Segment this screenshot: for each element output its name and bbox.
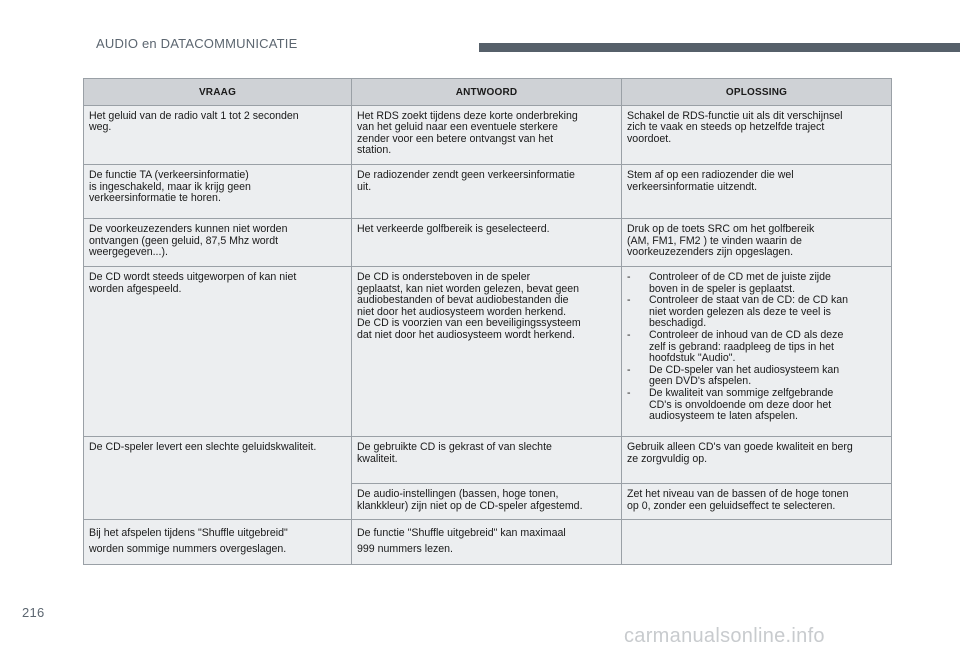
watermark: carmanualsonline.info [624,625,825,647]
answer-text: De gebruikte CD is gekrast of van slechte kwaliteit. [357,440,552,465]
solution-cell [622,105,892,164]
answer-cell [352,218,622,266]
solution-list [627,272,886,423]
header-antwoord: ANTWOORD [352,79,622,106]
answer-text: De CD is ondersteboven in de speler geplaatst, kan niet worden gelezen, bevat geen audiobestanden of bevat audiobestanden die niet door het audiosysteem worden herkend. De CD is voorzien van een beveiligingssysteem dat niet door het audiosysteem wordt herkend. [357,270,581,341]
answer-cell [352,105,622,164]
solution-cell [622,218,892,266]
solution-cell [622,520,892,565]
solution-cell [622,436,892,483]
header-bar [479,43,960,52]
header-oplossing: OPLOSSING [622,79,892,106]
list-item: - Controleer de staat van de CD: de CD kan niet worden gelezen als deze te veel is beschadigd. [627,295,886,330]
question-text: De voorkeuzezenders kunnen niet worden ontvangen (geen geluid, 87,5 Mhz wordt weergegeven...). [89,222,288,259]
table-row [84,266,892,436]
table-row [84,218,892,266]
list-item: - De kwaliteit van sommige zelfgebrande CD's is onvoldoende om deze door het audiosysteem te laten afspelen. [627,388,886,423]
list-item: - Controleer de inhoud van de CD als deze zelf is gebrand: raadpleeg de tips in het hoofdstuk "Audio". [627,330,886,365]
answer-text: De functie "Shuffle uitgebreid" kan maximaal 999 nummers lezen. [357,527,566,556]
section-title: AUDIO en DATACOMMUNICATIE [96,36,298,51]
answer-text: Het RDS zoekt tijdens deze korte onderbreking van het geluid naar een eventuele sterkere zender voor een betere ontvangst van het station. [357,109,578,157]
table-row [84,436,892,483]
header-vraag: VRAAG [84,79,352,106]
solution-text: Schakel de RDS-functie uit als dit verschijnsel zich te vaak en steeds op hetzelfde traject voordoet. [627,109,843,145]
solution-cell [622,266,892,436]
answer-text: Het verkeerde golfbereik is geselecteerd. [357,222,550,235]
solution-text: Gebruik alleen CD's van goede kwaliteit en berg ze zorgvuldig op. [627,440,853,465]
question-text: De CD-speler levert een slechte geluidskwaliteit. [89,440,317,453]
table-row [84,105,892,164]
solution-text: Zet het niveau van de bassen of de hoge tonen op 0, zonder een geluidseffect te selecteren. [627,487,849,512]
solution-cell [622,164,892,218]
solution-cell [622,483,892,519]
question-text: Het geluid van de radio valt 1 tot 2 seconden weg. [89,109,299,134]
question-cell [84,164,352,218]
question-text: De CD wordt steeds uitgeworpen of kan niet worden afgespeeld. [89,270,297,295]
question-text: Bij het afspelen tijdens "Shuffle uitgebreid" worden sommige nummers overgeslagen. [89,527,288,556]
question-cell [84,266,352,436]
answer-cell [352,164,622,218]
answer-text: De audio-instellingen (bassen, hoge tonen, klankkleur) zijn niet op de CD-speler afgestemd. [357,487,583,512]
table-row [84,520,892,565]
page-number: 216 [22,605,45,620]
list-item: - De CD-speler van het audiosysteem kan geen DVD's afspelen. [627,365,886,388]
troubleshooting-table [83,78,892,565]
answer-cell [352,436,622,483]
solution-text: Stem af op een radiozender die wel verkeersinformatie uitzendt. [627,168,794,193]
question-cell [84,105,352,164]
answer-cell [352,483,622,519]
answer-cell [352,520,622,565]
answer-cell [352,266,622,436]
list-item: - Controleer of de CD met de juiste zijde boven in de speler is geplaatst. [627,272,886,295]
table-header-row [84,79,892,106]
question-cell [84,218,352,266]
solution-text: Druk op de toets SRC om het golfbereik (AM, FM1, FM2 ) te vinden waarin de voorkeuzezenders zijn opgeslagen. [627,222,815,259]
question-text: De functie TA (verkeersinformatie) is ingeschakeld, maar ik krijg geen verkeersinformatie te horen. [89,168,251,205]
table-row [84,164,892,218]
question-cell [84,520,352,565]
question-cell [84,436,352,519]
answer-text: De radiozender zendt geen verkeersinformatie uit. [357,168,575,193]
